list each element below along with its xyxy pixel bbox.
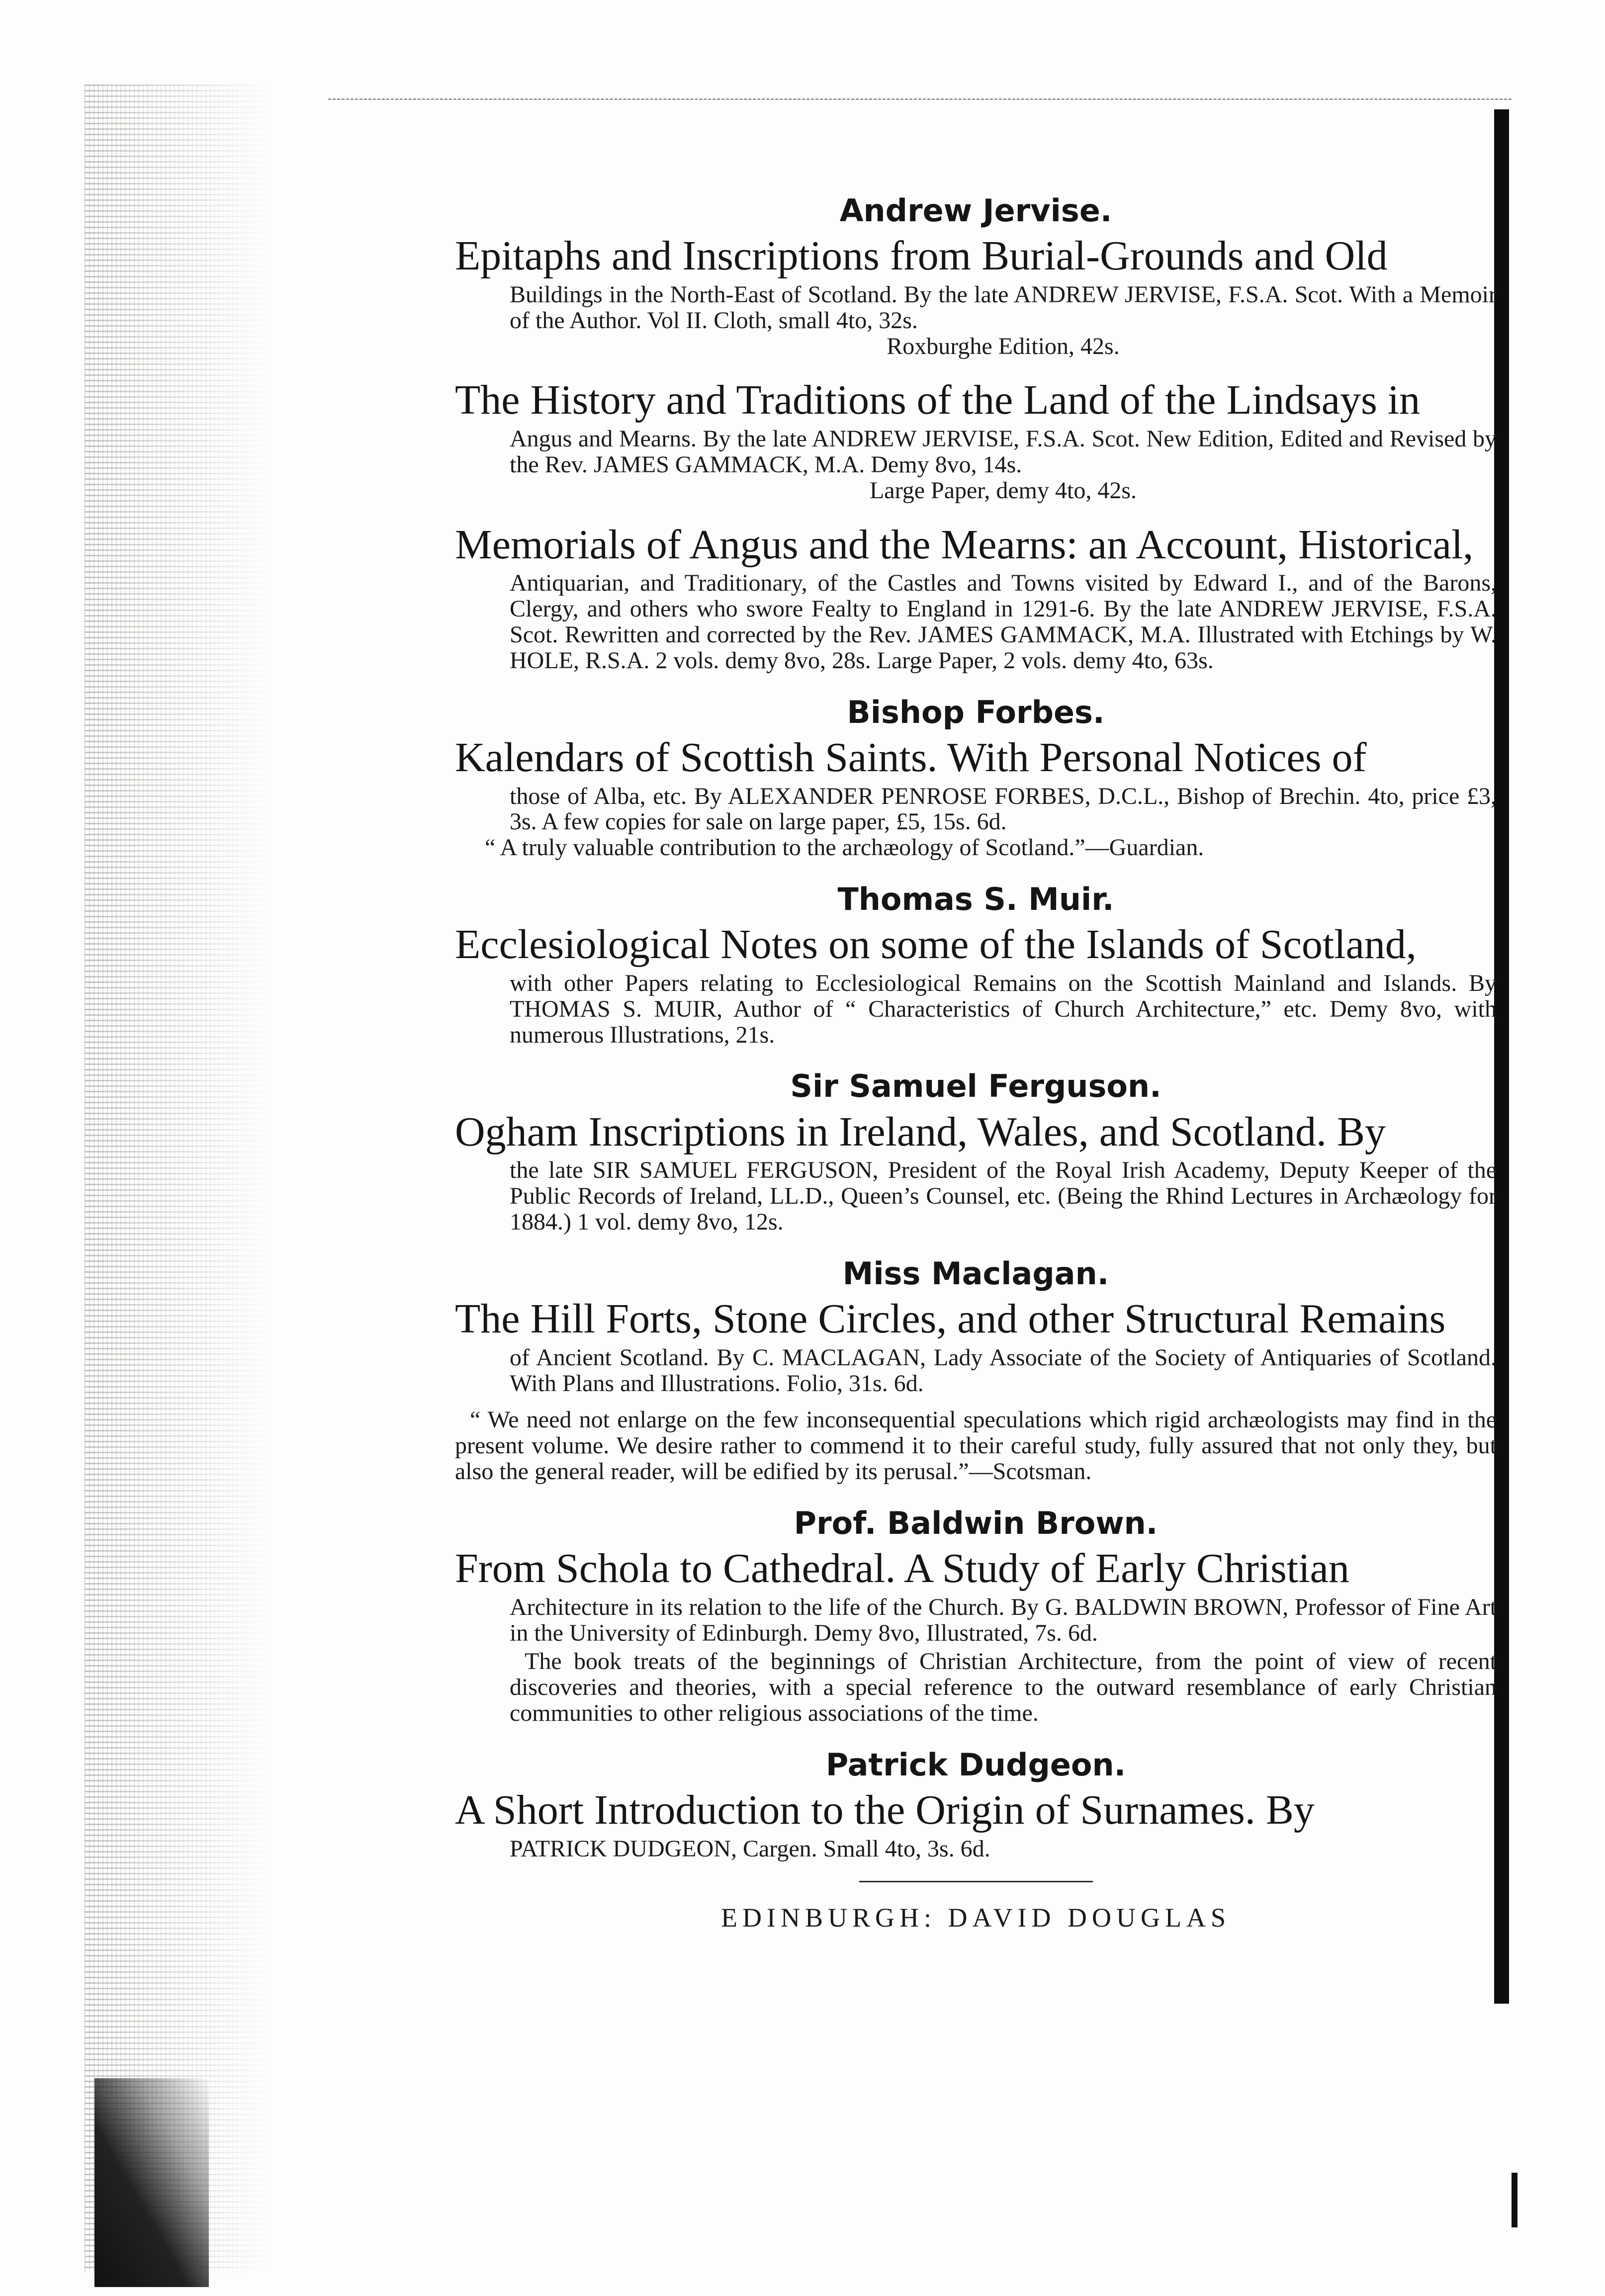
book-entry [455, 1788, 1497, 1862]
book-description: with other Papers relating to Ecclesiological Remains on the Scottish Mainland and Islands. By THOMAS S. MUIR, Author of “ Characteristics of Church Architecture,” etc. Demy 8vo, with numerous Illustrations, 21s. [510, 970, 1497, 1048]
author-section [455, 1748, 1497, 1862]
book-description: PATRICK DUDGEON, Cargen. Small 4to, 3s. 6d. [510, 1835, 990, 1862]
author-heading: Patrick Dudgeon. [825, 1746, 1126, 1783]
book-entry [455, 234, 1497, 359]
top-rule [328, 98, 1512, 100]
book-title: Kalendars of Scottish Saints. With Personal Notices of [455, 734, 1367, 781]
book-title: From Schola to Cathedral. A Study of Early Christian [455, 1545, 1349, 1592]
publisher-imprint: EDINBURGH: DAVID DOUGLAS [720, 1902, 1231, 1933]
scan-edge-shadow [94, 2078, 209, 2287]
book-description: Architecture in its relation to the life of the Church. By G. BALDWIN BROWN, Professor of Fine Art in the University of Edinburgh. Demy 8vo, Illustrated, 7s. 6d. [510, 1593, 1497, 1646]
book-entry [455, 735, 1497, 861]
book-description: the late SIR SAMUEL FERGUSON, President of the Royal Irish Academy, Deputy Keeper of the Public Records of Ireland, LL.D., Queen’s Counsel, etc. (Being the Rhind Lectures in Archæology for 1884.) 1 vol. demy 8vo, 12s. [510, 1157, 1497, 1235]
book-entry [455, 922, 1497, 1048]
author-section [455, 1506, 1497, 1726]
author-heading: Bishop Forbes. [847, 694, 1105, 730]
book-summary: The book treats of the beginnings of Christian Architecture, from the point of view of recent discoveries and theories, with a special reference to the outward resemblance of early Christian communities to other religious associations of the time. [510, 1648, 1497, 1727]
book-description: Angus and Mearns. By the late ANDREW JERVISE, F.S.A. Scot. New Edition, Edited and Revised by the Rev. JAMES GAMMACK, M.A. Demy 8vo, 14s. [510, 426, 1497, 478]
author-section [455, 696, 1497, 861]
book-edition-note: Large Paper, demy 4to, 42s. [869, 477, 1137, 504]
author-section [455, 1257, 1497, 1485]
author-heading: Prof. Baldwin Brown. [794, 1504, 1158, 1541]
author-section [455, 883, 1497, 1048]
scan-edge-noise [85, 85, 273, 2272]
author-heading: Andrew Jervise. [839, 192, 1112, 229]
book-entry [455, 1110, 1497, 1235]
book-entry [455, 1297, 1497, 1485]
author-heading: Sir Samuel Ferguson. [790, 1068, 1161, 1105]
book-description: those of Alba, etc. By ALEXANDER PENROSE FORBES, D.C.L., Bishop of Brechin. 4to, price £3, 3s. A few copies for sale on large paper, £5, 15s. 6d. [510, 783, 1497, 835]
book-description: Buildings in the North-East of Scotland. By the late ANDREW JERVISE, F.S.A. Scot. With a Memoir of the Author. Vol II. Cloth, small 4to, 32s. [510, 281, 1497, 334]
book-title: The Hill Forts, Stone Circles, and other Structural Remains [455, 1295, 1446, 1342]
book-entry [455, 378, 1497, 503]
author-heading: Thomas S. Muir. [837, 881, 1114, 918]
book-title: Epitaphs and Inscriptions from Burial-Grounds and Old [455, 233, 1388, 279]
imprint-rule [859, 1881, 1093, 1882]
book-description: of Ancient Scotland. By C. MACLAGAN, Lady Associate of the Society of Antiquaries of Scotland. With Plans and Illustrations. Folio, 31s. 6d. [510, 1344, 1497, 1397]
press-review: “ We need not enlarge on the few inconsequential speculations which rigid archæologists may find in the present volume. We desire rather to commend it to their careful study, fully assured that not only they, but also the general reader, will be edified by its perusal.”—Scotsman. [455, 1407, 1497, 1485]
author-section [455, 1069, 1497, 1235]
book-entry [455, 523, 1497, 674]
author-heading: Miss Maclagan. [842, 1255, 1109, 1292]
book-description: Antiquarian, and Traditionary, of the Castles and Towns visited by Edward I., and of the Barons, Clergy, and others who swore Fealty to England in 1291-6. By the late ANDREW JERVISE, F.S.A. Scot. Rewritten and corrected by the Rev. JAMES GAMMACK, M.A. Illustrated with Etchings by W. HOLE, R.S.A. 2 vols. demy 8vo, 28s. Large Paper, 2 vols. demy 4to, 63s. [510, 570, 1497, 674]
book-edition-note: Roxburghe Edition, 42s. [887, 333, 1120, 359]
book-title: Ogham Inscriptions in Ireland, Wales, and Scotland. By [455, 1108, 1386, 1155]
author-section [455, 194, 1497, 674]
press-quote: “ A truly valuable contribution to the archæology of Scotland.”—Guardian. [485, 834, 1204, 861]
book-entry [455, 1546, 1497, 1726]
catalogue-listing [455, 194, 1497, 1933]
right-margin-mark [1512, 2173, 1517, 2227]
book-title: Memorials of Angus and the Mearns: an Account, Historical, [455, 521, 1474, 568]
book-title: The History and Traditions of the Land of the Lindsays in [455, 377, 1421, 424]
book-title: Ecclesiological Notes on some of the Islands of Scotland, [455, 921, 1417, 968]
book-title: A Short Introduction to the Origin of Surnames. By [455, 1787, 1315, 1834]
